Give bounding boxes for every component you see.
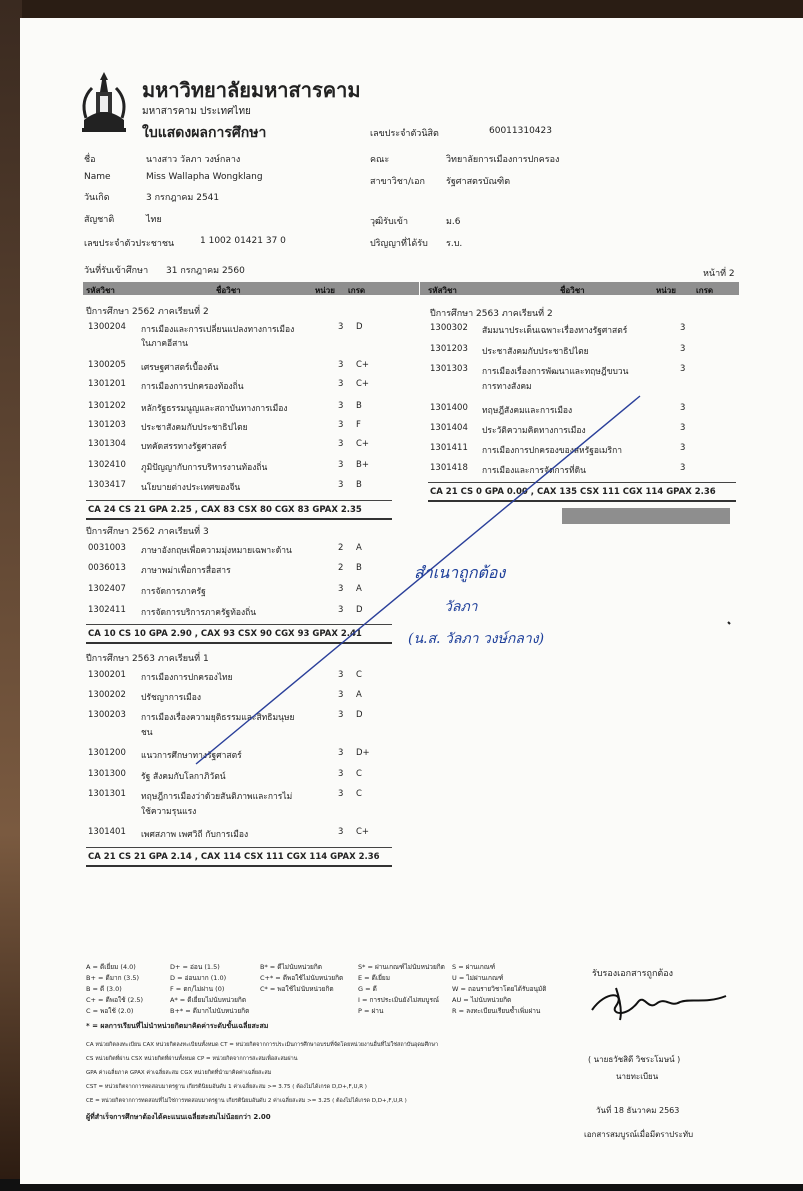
term-summary: CA 21 CS 21 GPA 2.14 , CAX 114 CSX 111 CGX 114 GPAX 2.36 [88,852,380,862]
name-th-label: ชื่อ [84,155,96,165]
course-name: การจัดการภาครัฐ [141,587,206,597]
handwritten-full-name: (น.ส. วัลภา วงษ์กลาง) [408,631,545,647]
course-code: 1302407 [88,584,126,594]
course-credit: 3 [680,344,686,354]
course-name-cont: ชน [141,728,153,738]
course-code: 1301404 [430,423,468,433]
course-name: การเมืองการปกครองไทย [141,673,233,683]
course-credit: 3 [680,443,686,453]
course-credit: 3 [338,322,344,332]
course-name: การจัดการบริการภาครัฐท้องถิ่น [141,608,257,618]
course-credit: 3 [338,769,344,779]
entry-qual-label: วุฒิรับเข้า [370,217,409,227]
legend-note-title: * = ผลการเรียนที่ไม่นำหน่วยกิตมาคิดค่าระดับขั้นเฉลี่ยสะสม [86,1022,269,1030]
course-code: 1300205 [88,360,126,370]
handwritten-certified-copy: สำเนาถูกต้อง [414,563,506,582]
page-number: หน้าที่ 2 [703,269,735,279]
handwritten-signature: วัลภา [444,599,478,615]
course-name: ทฤษฎีสังคมและการเมือง [482,406,573,416]
course-grade: D [356,605,363,615]
course-credit: 3 [338,690,344,700]
course-grade: C+ [356,379,370,389]
course-name: การเมืองการปกครองท้องถิ่น [141,382,244,392]
header-code-left: รหัสวิชา [86,286,115,295]
course-grade: D [356,710,363,720]
registrar-signature [586,980,736,1024]
legend-col-2: D+ = อ่อน (1.5) D = อ่อนมาก (1.0) F = ตก/ไม่ผ่าน (0) A* = ดีเยี่ยมไม่นับหน่วยกิต B+* = ดีมากไม่นับหน่วยกิต [170,963,250,1015]
certify-title: รับรองเอกสารถูกต้อง [592,969,674,979]
course-credit: 3 [338,401,344,411]
registrar-position: นายทะเบียน [616,1072,659,1081]
course-grade: B [356,480,362,490]
course-credit: 3 [338,605,344,615]
course-code: 0036013 [88,563,126,573]
term-summary: CA 10 CS 10 GPA 2.90 , CAX 93 CSX 90 CGX 93 GPAX 2.41 [88,629,362,639]
course-credit: 2 [338,563,344,573]
student-id-label: เลขประจำตัวนิสิต [370,129,439,139]
course-code: 1301203 [88,420,126,430]
major-label: สาขาวิชา/เอก [370,177,425,187]
term-summary: CA 21 CS 0 GPA 0.00 , CAX 135 CSX 111 CGX 114 GPAX 2.36 [430,487,716,497]
course-grade: B+ [356,460,369,470]
course-name: การเมืองเรื่องความยุติธรรมและสิทธิมนุษย [141,713,295,723]
course-code: 1301400 [430,403,468,413]
course-code: 1301200 [88,748,126,758]
legend-col-5: S = ผ่านเกณฑ์ U = ไม่ผ่านเกณฑ์ W = ถอนรายวิชาโดยได้รับอนุมัติ AU = ไม่นับหน่วยกิต R = ลงทะเบียนเรียนซ้ำเพิ่มผ่าน [452,963,547,1015]
entry-qual: ม.6 [446,217,461,227]
complete-with-seal-note: เอกสารสมบูรณ์เมื่อมีตราประทับ [584,1130,694,1139]
course-code: 1300201 [88,670,126,680]
admit-date: 31 กรกฎาคม 2560 [166,266,245,276]
course-credit: 3 [338,460,344,470]
term-title: ปีการศึกษา 2562 ภาคเรียนที่ 3 [86,527,209,537]
course-name-cont: การทางสังคม [482,382,532,392]
course-code: 1300202 [88,690,126,700]
student-id: 60011310423 [489,126,552,136]
course-code: 1300204 [88,322,126,332]
faculty: วิทยาลัยการเมืองการปกครอง [446,155,560,165]
course-grade: A [356,543,362,553]
header-name-left: ชื่อวิชา [216,286,241,295]
course-name: ประชาสังคมกับประชาธิปไตย [482,347,589,357]
course-name: ภาษาพม่าเพื่อการสื่อสาร [141,566,231,576]
course-name: ทฤษฎีการเมืองว่าด้วยสันติภาพและการไม่ [141,792,293,802]
legend-col-3: B* = ดีไม่นับหน่วยกิต C+* = ดีพอใช้ไม่นับหน่วยกิต C* = พอใช้ไม่นับหน่วยกิต [260,963,344,993]
major: รัฐศาสตรบัณฑิต [446,177,511,187]
dob: 3 กรกฎาคม 2541 [146,193,220,203]
course-code: 1301411 [430,443,468,453]
course-code: 1302411 [88,605,126,615]
course-credit: 3 [680,463,686,473]
course-grade: A [356,690,362,700]
course-name: นโยบายต่างประเทศของจีน [141,483,241,493]
course-credit: 3 [338,360,344,370]
university-name: มหาวิทยาลัยมหาสารคาม [142,78,361,102]
document-title: ใบแสดงผลการศึกษา [142,125,267,141]
course-name: บทคัดสรรทางรัฐศาสตร์ [141,442,227,452]
nationality-label: สัญชาติ [84,215,115,225]
term-title: ปีการศึกษา 2562 ภาคเรียนที่ 2 [86,307,209,317]
course-credit: 3 [338,420,344,430]
course-credit: 3 [338,710,344,720]
header-name-right: ชื่อวิชา [560,286,585,295]
course-credit: 3 [680,403,686,413]
term-summary: CA 24 CS 21 GPA 2.25 , CAX 83 CSX 80 CGX 83 GPAX 2.35 [88,505,362,515]
course-grade: C+ [356,827,370,837]
header-grade-left: เกรด [348,286,366,295]
course-grade: C [356,670,362,680]
course-name-cont: ในภาคอีสาน [141,339,188,349]
course-grade: C+ [356,439,370,449]
course-code: 0031003 [88,543,126,553]
course-name: การเมืองและการจัดการที่ดิน [482,466,586,476]
dob-label: วันเกิด [84,193,110,203]
term-title: ปีการศึกษา 2563 ภาคเรียนที่ 2 [430,309,553,319]
registrar-name: ( นายธวัชสิดี วิชระโมษน์ ) [588,1055,681,1064]
course-grade: C [356,789,362,799]
header-code-right: รหัสวิชา [428,286,457,295]
degree: ร.บ. [446,239,463,249]
course-code: 1301401 [88,827,126,837]
course-name: ภูมิปัญญากับการบริหารงานท้องถิ่น [141,463,268,473]
course-code: 1301202 [88,401,126,411]
header-credit-right: หน่วย [656,286,676,295]
course-name: การเมืองการปกครองของสหรัฐอเมริกา [482,446,622,456]
course-credit: 3 [680,423,686,433]
course-grade: A [356,584,362,594]
course-name: ภาษาอังกฤษเพื่อความมุ่งหมายเฉพาะด้าน [141,546,292,556]
course-grade: C [356,769,362,779]
legend-col-1: A = ดีเยี่ยม (4.0) B+ = ดีมาก (3.5) B = ดี (3.0) C+ = ดีพอใช้ (2.5) C = พอใช้ (2.0) [86,963,144,1015]
course-code: 1300302 [430,323,468,333]
course-name: ประวัติความคิดทางการเมือง [482,426,586,436]
header-grade-right: เกรด [696,286,714,295]
course-name: เพศสภาพ เพศวิถี กับการเมือง [141,830,249,840]
citizen-id: 1 1002 01421 37 0 [200,236,286,246]
transcript-paper [20,18,803,1184]
course-name: การเมืองเรื่องการพัฒนาและทฤษฎีขบวน [482,367,629,377]
course-credit: 3 [338,584,344,594]
course-grade: D [356,322,363,332]
course-code: 1301201 [88,379,126,389]
course-name: ประชาสังคมกับประชาธิปไตย [141,423,248,433]
course-grade: B [356,401,362,411]
course-code: 1301418 [430,463,468,473]
citizen-id-label: เลขประจำตัวประชาชน [84,239,175,249]
course-name: สัมมนาประเด็นเฉพาะเรื่องทางรัฐศาสตร์ [482,326,628,336]
term-title: ปีการศึกษา 2563 ภาคเรียนที่ 1 [86,654,209,664]
course-credit: 3 [338,439,344,449]
name-th: นางสาว วัลภา วงษ์กลาง [146,155,241,165]
course-grade: B [356,563,362,573]
course-credit: 3 [338,480,344,490]
faculty-label: คณะ [370,155,390,165]
course-grade: D+ [356,748,370,758]
course-name: แนวการศึกษาทางรัฐศาสตร์ [141,751,242,761]
course-credit: 3 [680,323,686,333]
course-credit: 2 [338,543,344,553]
header-credit-left: หน่วย [315,286,335,295]
nationality: ไทย [146,215,162,225]
admit-label: วันที่รับเข้าศึกษา [84,266,149,276]
course-name: หลักรัฐธรรมนูญและสถาบันทางการเมือง [141,404,288,414]
course-code: 1301203 [430,344,468,354]
course-name: การเมืองและการเปลี่ยนแปลงทางการเมือง [141,325,295,335]
course-code: 1301300 [88,769,126,779]
course-credit: 3 [338,748,344,758]
legend-notes: CA หน่วยกิตลงทะเบียน CAX หน่วยกิตลงทะเบียนทั้งหมด CT = หน่วยกิตจากการประเมินการศึกษาอบรมที่จัดโดยหน่วยงานอื่นที่ไม่ใช่สถาบันอุดมศึกษา CS หน่วยกิตที่ผ่าน CSX หน่วยกิตที่ผ่านทั้งหมด CP = หน่วยกิตจากการสะสมเพื่อสะสมผ่าน GPA ค่าเฉลี่ยภาค GPAX ค่าเฉลี่ยสะสม CGX หน่วยกิตที่นำมาคิดค่าเฉลี่ยสะสม CST = หน่วยกิตจากการทดสอบมาตรฐาน เกียรตินิยมอันดับ 1 ค่าเฉลี่ยสะสม >= 3.75 ( ต้องไม่ได้เกรด D,D+,F,U,R ) CE = หน่วยกิตจากการทดสอบที่ไม่ใช่การทดสอบมาตรฐาน เกียรตินิยมอันดับ 2 ค่าเฉลี่ยสะสม >= 3.25 ( ต้องไม่ได้เกรด D,D+,F,U,R ) [86,1042,439,1104]
course-credit: 3 [680,364,686,374]
course-code: 1303417 [88,480,126,490]
course-code: 1300203 [88,710,126,720]
certify-date: วันที่ 18 ธันวาคม 2563 [596,1106,680,1115]
university-location: มหาสารคาม ประเทศไทย [142,106,251,117]
degree-label: ปริญญาที่ได้รับ [370,239,428,249]
course-name: ปรัชญาการเมือง [141,693,201,703]
course-grade: C+ [356,360,370,370]
photo-background-left [0,0,22,1191]
course-code: 1302410 [88,460,126,470]
course-code: 1301304 [88,439,126,449]
graduation-requirement: ผู้ที่สำเร็จการศึกษาต้องได้คะแนนเฉลี่ยสะสมไม่น้อยกว่า 2.00 [86,1113,271,1121]
course-credit: 3 [338,379,344,389]
legend-col-4: S* = ผ่านเกณฑ์ไม่นับหน่วยกิต E = ดีเยี่ยม G = ดี I = การประเมินยังไม่สมบูรณ์ P = ผ่าน [358,963,445,1015]
course-code: 1301303 [430,364,468,374]
name-en: Miss Wallapha Wongklang [146,172,263,182]
course-credit: 3 [338,670,344,680]
course-credit: 3 [338,789,344,799]
course-name: เศรษฐศาสตร์เบื้องต้น [141,363,219,373]
course-grade: F [356,420,361,430]
name-en-label: Name [84,172,111,182]
course-name-cont: ใช้ความรุนแรง [141,807,197,817]
course-code: 1301301 [88,789,126,799]
course-name: รัฐ สังคมกับโลกาภิวัตน์ [141,772,226,782]
course-credit: 3 [338,827,344,837]
